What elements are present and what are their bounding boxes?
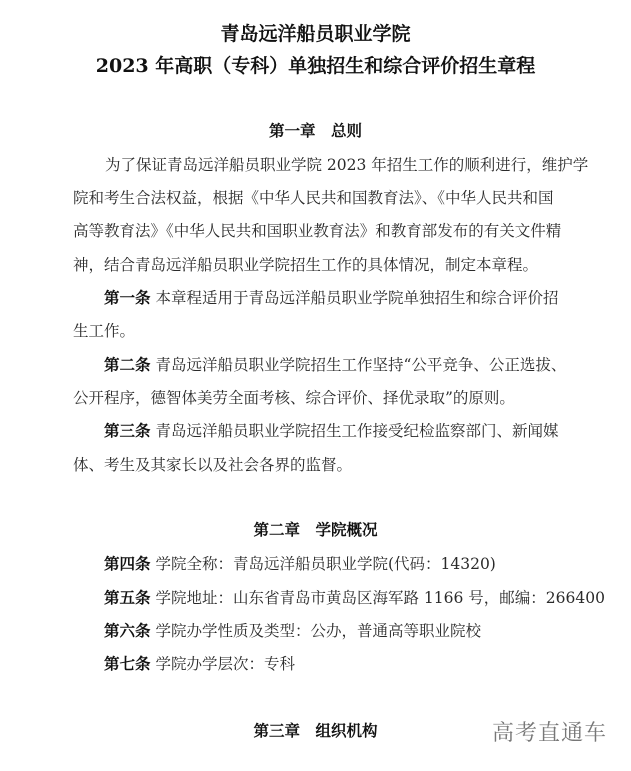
chapter-1-heading: 第一章 总则 [268,121,362,140]
document-title: 青岛远洋船员职业学院 [220,23,411,45]
intro-line: 院和考生合法权益，根据《中华人民共和国教育法》、《中华人民共和国 [73,189,554,207]
article-label: 第四条 [104,554,151,573]
article-text: 学院办学层次：专科 [155,655,295,673]
article-5 [104,586,605,608]
article-label: 第六条 [104,621,151,640]
article-text: 学院全称：青岛远洋船员职业学院(代码：14320) [155,555,496,573]
intro-line: 为了保证青岛远洋船员职业学院 2023 年招生工作的顺利进行，维护学 [105,156,589,174]
article-3-cont: 体、考生及其家长以及社会各界的监督。 [73,456,353,474]
article-text: 青岛远洋船员职业学院招生工作坚持“公平竞争、公正选拔、 [155,356,567,374]
article-1 [104,286,558,308]
article-label: 第一条 [104,288,151,307]
article-text: 青岛远洋船员职业学院招生工作接受纪检监察部门、新闻媒 [155,422,559,440]
chapter-3-heading: 第三章 组织机构 [253,721,378,740]
article-4 [104,552,496,574]
article-label: 第三条 [104,421,151,440]
article-7 [104,652,295,674]
article-text: 学院地址：山东省青岛市黄岛区海军路 1166 号，邮编：266400 [155,589,605,607]
article-2-cont: 公开程序，德智体美劳全面考核、综合评价、择优录取”的原则。 [73,389,515,407]
article-text: 本章程适用于青岛远洋船员职业学院单独招生和综合评价招 [155,289,559,307]
article-label: 第七条 [104,654,151,673]
document-subtitle: 2023 年高职（专科）单独招生和综合评价招生章程 [95,55,536,77]
watermark: 高考直通车 [492,721,608,746]
intro-line: 神，结合青岛远洋船员职业学院招生工作的具体情况，制定本章程。 [73,256,539,274]
chapter-2-heading: 第二章 学院概况 [253,520,378,539]
article-label: 第五条 [104,588,151,607]
article-6 [104,619,481,641]
article-text: 学院办学性质及类型：公办，普通高等职业院校 [155,622,481,640]
intro-line: 高等教育法》《中华人民共和国职业教育法》和教育部发布的有关文件精 [73,222,562,240]
article-2 [104,353,566,375]
article-label: 第二条 [104,355,151,374]
article-1-cont: 生工作。 [73,322,136,340]
article-3 [104,419,558,441]
